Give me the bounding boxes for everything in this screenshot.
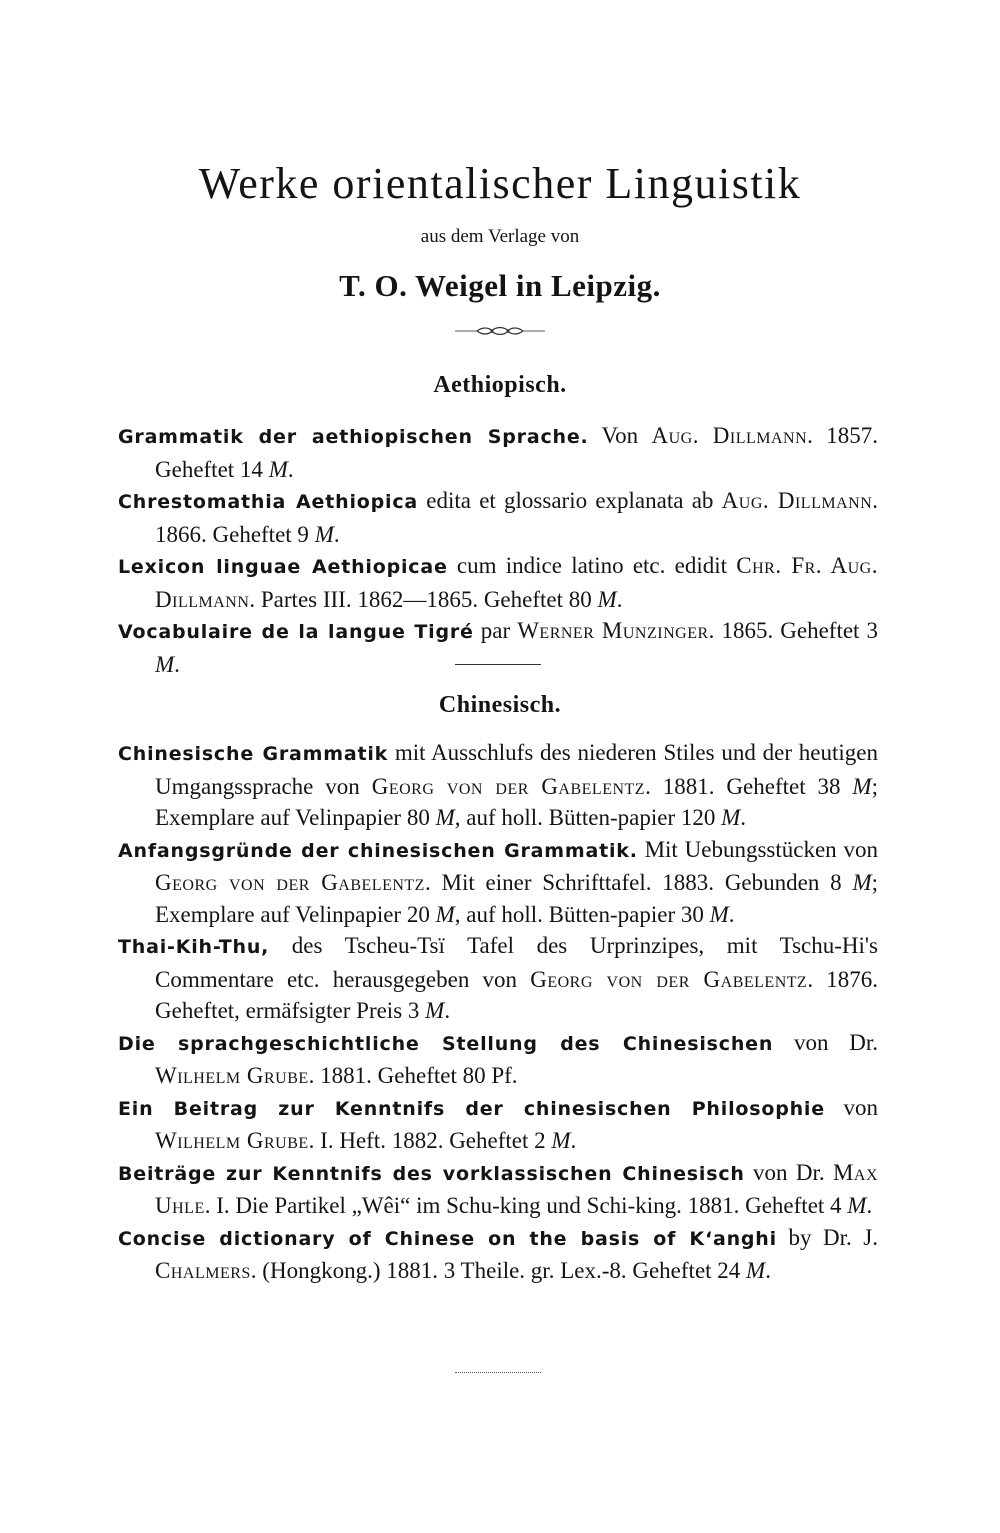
catalog-entry	[118, 1027, 878, 1092]
entry-text: .	[740, 805, 747, 830]
entry-text: .	[444, 998, 451, 1023]
catalog-entry	[118, 930, 878, 1027]
entry-text: des Tscheu-Tsï Tafel des Urprinzipes, mit Tschu-Hi's Commentare etc. herausgegeben von	[155, 933, 878, 992]
currency-mark: M	[721, 805, 741, 830]
entry-text: ; Exemplare auf Velinpapier 80	[155, 773, 878, 830]
entry-text: . I. Heft. 1882. Geheftet 2	[308, 1128, 552, 1153]
catalog-entry	[118, 1092, 878, 1157]
entry-title: Anfangsgründe der chinesischen Grammatik.	[118, 839, 638, 862]
entry-author: Chalmers	[155, 1258, 251, 1283]
currency-mark: M	[435, 805, 455, 830]
ornament-divider-icon	[455, 322, 545, 340]
entry-title: Ein Beitrag zur Kenntnifs der chinesischen Philosophie	[118, 1097, 825, 1120]
currency-mark: M	[847, 1193, 867, 1218]
catalog-entry	[118, 834, 878, 931]
section-heading-aethiopisch: Aethiopisch.	[433, 372, 567, 398]
entry-text: cum indice latino etc. edidit	[447, 553, 737, 578]
entry-text: edita et glossario explanata ab	[418, 488, 722, 513]
entry-author: Aug. Dillmann	[651, 423, 808, 448]
catalog-entry	[118, 485, 878, 550]
entry-text: , auf holl. Bütten-papier 30	[454, 901, 710, 927]
section-chinesisch	[118, 737, 878, 1287]
entry-text: . Mit einer Schrifttafel. 1883. Gebunden 8	[424, 870, 853, 895]
page-title: Werke orientalischer Linguistik	[198, 159, 802, 208]
entry-text: by Dr. J.	[776, 1224, 878, 1250]
section-heading-chinesisch: Chinesisch.	[438, 692, 562, 718]
catalog-entry	[118, 550, 878, 615]
entry-title: Die sprachgeschichtliche Stellung des Chinesischen	[118, 1032, 774, 1055]
currency-mark: M	[709, 901, 729, 927]
entry-title: Chrestomathia Aethiopica	[118, 491, 419, 513]
entry-text: . 1866. Geheftet 9	[155, 488, 878, 547]
entry-text: .	[616, 586, 623, 612]
currency-mark: M	[268, 456, 288, 482]
currency-mark: M	[852, 773, 872, 799]
entry-text: .	[174, 651, 180, 677]
entry-text: Von	[588, 423, 652, 448]
entry-text: .	[287, 456, 294, 482]
currency-mark: M	[597, 586, 617, 612]
catalog-entry	[118, 1157, 878, 1222]
entry-text: .	[728, 901, 735, 927]
publisher-name: T. O. Weigel in Leipzig.	[339, 268, 661, 303]
entry-text: . 1876. Geheftet, ermäfsigter Preis 3	[155, 966, 878, 1023]
catalog-entry	[118, 737, 878, 834]
entry-author: Georg von der Gabelentz	[371, 773, 646, 799]
entry-text: . 1881. Geheftet 38	[645, 773, 853, 799]
entry-text: von Dr.	[773, 1029, 879, 1055]
entry-text: par	[473, 618, 518, 643]
currency-mark: M	[551, 1128, 571, 1153]
currency-mark: M	[314, 521, 334, 547]
entry-author: Aug. Dillmann	[721, 488, 873, 513]
entry-author: Werner Munzinger	[517, 618, 709, 643]
entry-title: Lexicon linguae Aethiopicae	[118, 556, 448, 578]
entry-text: . Partes III. 1862—1865. Geheftet 80	[249, 586, 598, 612]
entry-text: .	[570, 1128, 577, 1153]
entry-author: Georg von der Gabelentz	[530, 966, 808, 992]
entry-text: .	[333, 521, 340, 547]
catalog-entry	[118, 420, 878, 485]
entry-title: Beiträge zur Kenntnifs des vorklassischen Chinesisch	[118, 1162, 745, 1185]
entry-text: . (Hongkong.) 1881. 3 Theile. gr. Lex.-8. Geheftet 24	[250, 1258, 747, 1283]
entry-title: Thai-Kih-Thu,	[118, 936, 270, 958]
page-subtitle: aus dem Verlage von	[420, 226, 580, 247]
entry-text: mit Ausschlufs des niederen Stiles und der heutigen Umgangssprache von	[155, 740, 878, 799]
catalog-entry	[118, 1222, 878, 1287]
entry-text: Mit Uebungsstücken von	[637, 836, 878, 862]
entry-text: .	[765, 1258, 771, 1283]
entry-title: Chinesische Grammatik	[118, 743, 389, 765]
entry-text: von	[824, 1094, 878, 1120]
entry-title: Vocabulaire de la langue Tigré	[118, 621, 474, 643]
end-divider	[455, 1372, 541, 1374]
entry-text: , auf holl. Bütten-papier 120	[454, 805, 722, 830]
entry-text: von Dr.	[744, 1159, 833, 1185]
entry-text: . I. Die Partikel „Wêi“ im Schu-king und Schi-king. 1881. Geheftet 4	[204, 1193, 848, 1218]
currency-mark: M	[155, 651, 175, 677]
entry-title: Concise dictionary of Chinese on the basis of K‘anghi	[118, 1227, 777, 1250]
currency-mark: M	[435, 901, 455, 927]
currency-mark: M	[746, 1258, 766, 1283]
entry-author: Max Uhle	[155, 1159, 879, 1218]
entry-text: .	[866, 1193, 873, 1218]
currency-mark: M	[852, 870, 872, 895]
catalog-entry	[118, 615, 878, 680]
entry-author: Chr. Fr. Aug. Dillmann	[155, 553, 878, 612]
entry-text: . 1881. Geheftet 80 Pf.	[308, 1063, 518, 1088]
entry-text: ; Exemplare auf Velinpapier 20	[155, 870, 878, 927]
entry-author: Wilhelm Grube	[155, 1063, 309, 1088]
section-aethiopisch	[118, 420, 878, 680]
section-divider	[455, 664, 541, 665]
entry-text: . 1865. Geheftet 3	[708, 618, 878, 643]
entry-title: Grammatik der aethiopischen Sprache.	[118, 426, 589, 448]
entry-text: . 1857. Geheftet 14	[155, 423, 879, 482]
entry-author: Wilhelm Grube	[155, 1128, 309, 1153]
currency-mark: M	[425, 998, 445, 1023]
entry-author: Georg von der Gabelentz	[155, 870, 425, 895]
